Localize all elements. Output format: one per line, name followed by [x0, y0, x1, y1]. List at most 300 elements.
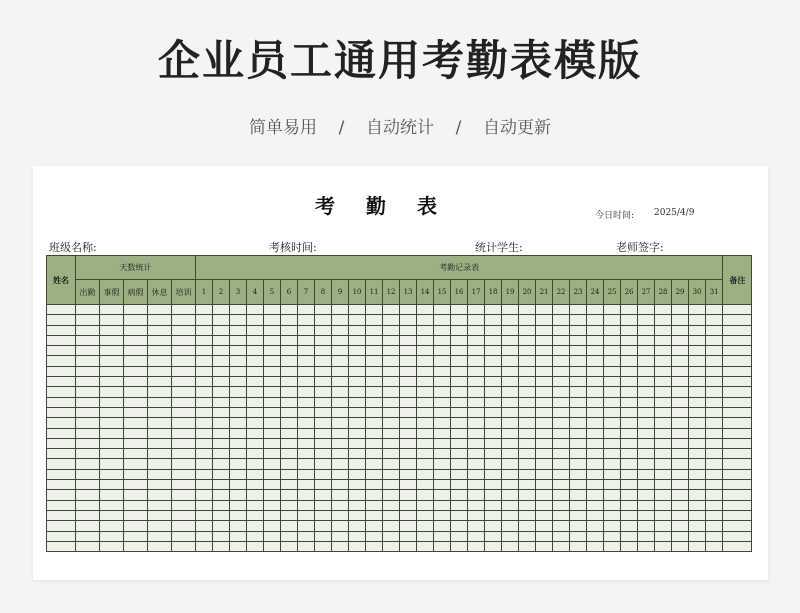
table-cell[interactable] [315, 335, 332, 345]
table-cell[interactable] [570, 541, 587, 551]
table-cell[interactable] [124, 335, 148, 345]
table-cell[interactable] [281, 510, 298, 520]
table-cell[interactable] [264, 541, 281, 551]
table-cell[interactable] [349, 335, 366, 345]
table-cell[interactable] [47, 469, 76, 479]
table-cell[interactable] [587, 325, 604, 335]
table-cell[interactable] [298, 418, 315, 428]
table-cell[interactable] [723, 356, 752, 366]
table-cell[interactable] [172, 418, 196, 428]
table-cell[interactable] [213, 366, 230, 376]
table-cell[interactable] [366, 315, 383, 325]
table-cell[interactable] [47, 480, 76, 490]
table-cell[interactable] [451, 397, 468, 407]
table-cell[interactable] [604, 531, 621, 541]
table-cell[interactable] [604, 418, 621, 428]
table-cell[interactable] [587, 490, 604, 500]
table-cell[interactable] [536, 500, 553, 510]
table-cell[interactable] [604, 490, 621, 500]
table-cell[interactable] [706, 377, 723, 387]
table-cell[interactable] [536, 449, 553, 459]
table-cell[interactable] [706, 346, 723, 356]
table-cell[interactable] [315, 490, 332, 500]
table-cell[interactable] [519, 418, 536, 428]
table-cell[interactable] [706, 366, 723, 376]
table-cell[interactable] [400, 500, 417, 510]
table-cell[interactable] [349, 500, 366, 510]
table-cell[interactable] [100, 500, 124, 510]
table-cell[interactable] [672, 315, 689, 325]
table-cell[interactable] [349, 407, 366, 417]
table-cell[interactable] [213, 490, 230, 500]
table-cell[interactable] [468, 428, 485, 438]
table-cell[interactable] [502, 459, 519, 469]
table-cell[interactable] [451, 356, 468, 366]
table-cell[interactable] [706, 418, 723, 428]
table-cell[interactable] [332, 469, 349, 479]
table-cell[interactable] [570, 335, 587, 345]
table-cell[interactable] [621, 490, 638, 500]
table-cell[interactable] [264, 335, 281, 345]
table-cell[interactable] [519, 428, 536, 438]
table-cell[interactable] [264, 449, 281, 459]
table-cell[interactable] [315, 387, 332, 397]
table-cell[interactable] [451, 500, 468, 510]
table-cell[interactable] [148, 418, 172, 428]
table-cell[interactable] [604, 366, 621, 376]
table-cell[interactable] [621, 438, 638, 448]
table-cell[interactable] [570, 449, 587, 459]
table-cell[interactable] [417, 366, 434, 376]
table-cell[interactable] [76, 459, 100, 469]
table-cell[interactable] [298, 531, 315, 541]
table-cell[interactable] [213, 469, 230, 479]
table-cell[interactable] [689, 366, 706, 376]
table-cell[interactable] [587, 541, 604, 551]
table-cell[interactable] [706, 490, 723, 500]
table-cell[interactable] [247, 325, 264, 335]
table-cell[interactable] [124, 500, 148, 510]
table-cell[interactable] [281, 377, 298, 387]
table-cell[interactable] [672, 418, 689, 428]
table-cell[interactable] [502, 397, 519, 407]
table-cell[interactable] [621, 335, 638, 345]
table-cell[interactable] [434, 315, 451, 325]
table-cell[interactable] [230, 428, 247, 438]
table-cell[interactable] [621, 366, 638, 376]
table-cell[interactable] [124, 315, 148, 325]
table-cell[interactable] [124, 397, 148, 407]
table-cell[interactable] [366, 428, 383, 438]
table-cell[interactable] [587, 480, 604, 490]
table-cell[interactable] [485, 346, 502, 356]
table-cell[interactable] [502, 490, 519, 500]
table-cell[interactable] [519, 335, 536, 345]
table-cell[interactable] [247, 531, 264, 541]
table-cell[interactable] [638, 377, 655, 387]
table-cell[interactable] [298, 397, 315, 407]
table-cell[interactable] [689, 377, 706, 387]
table-cell[interactable] [417, 449, 434, 459]
table-cell[interactable] [604, 387, 621, 397]
table-cell[interactable] [148, 377, 172, 387]
table-cell[interactable] [213, 377, 230, 387]
table-cell[interactable] [247, 346, 264, 356]
table-cell[interactable] [417, 531, 434, 541]
table-cell[interactable] [148, 346, 172, 356]
table-cell[interactable] [264, 346, 281, 356]
table-cell[interactable] [315, 428, 332, 438]
table-cell[interactable] [100, 397, 124, 407]
table-cell[interactable] [76, 356, 100, 366]
table-cell[interactable] [604, 510, 621, 520]
table-cell[interactable] [366, 490, 383, 500]
table-cell[interactable] [485, 325, 502, 335]
table-cell[interactable] [689, 397, 706, 407]
table-cell[interactable] [604, 500, 621, 510]
table-cell[interactable] [383, 480, 400, 490]
table-cell[interactable] [621, 346, 638, 356]
table-cell[interactable] [172, 521, 196, 531]
table-cell[interactable] [230, 356, 247, 366]
table-cell[interactable] [315, 397, 332, 407]
table-cell[interactable] [621, 469, 638, 479]
table-cell[interactable] [148, 335, 172, 345]
table-cell[interactable] [100, 335, 124, 345]
table-cell[interactable] [638, 335, 655, 345]
table-cell[interactable] [638, 305, 655, 315]
table-cell[interactable] [172, 428, 196, 438]
table-cell[interactable] [417, 438, 434, 448]
table-cell[interactable] [349, 449, 366, 459]
table-cell[interactable] [485, 356, 502, 366]
table-cell[interactable] [213, 397, 230, 407]
table-cell[interactable] [298, 490, 315, 500]
table-cell[interactable] [196, 377, 213, 387]
table-cell[interactable] [332, 428, 349, 438]
table-cell[interactable] [689, 541, 706, 551]
table-cell[interactable] [349, 438, 366, 448]
table-cell[interactable] [264, 531, 281, 541]
table-cell[interactable] [196, 531, 213, 541]
table-cell[interactable] [196, 366, 213, 376]
table-cell[interactable] [281, 305, 298, 315]
table-cell[interactable] [434, 480, 451, 490]
table-cell[interactable] [124, 428, 148, 438]
table-cell[interactable] [124, 356, 148, 366]
table-cell[interactable] [706, 521, 723, 531]
table-cell[interactable] [434, 325, 451, 335]
table-cell[interactable] [400, 480, 417, 490]
table-cell[interactable] [172, 531, 196, 541]
table-cell[interactable] [672, 541, 689, 551]
table-cell[interactable] [570, 325, 587, 335]
table-cell[interactable] [400, 305, 417, 315]
table-cell[interactable] [706, 541, 723, 551]
table-cell[interactable] [417, 521, 434, 531]
table-cell[interactable] [468, 315, 485, 325]
table-cell[interactable] [213, 346, 230, 356]
table-cell[interactable] [148, 315, 172, 325]
table-cell[interactable] [638, 510, 655, 520]
table-cell[interactable] [485, 366, 502, 376]
table-cell[interactable] [264, 490, 281, 500]
table-cell[interactable] [366, 531, 383, 541]
table-cell[interactable] [383, 387, 400, 397]
table-cell[interactable] [502, 521, 519, 531]
table-cell[interactable] [723, 469, 752, 479]
table-cell[interactable] [519, 325, 536, 335]
table-cell[interactable] [400, 541, 417, 551]
table-cell[interactable] [298, 428, 315, 438]
table-cell[interactable] [196, 305, 213, 315]
table-cell[interactable] [332, 521, 349, 531]
table-cell[interactable] [468, 397, 485, 407]
table-cell[interactable] [383, 500, 400, 510]
table-cell[interactable] [570, 387, 587, 397]
table-cell[interactable] [638, 315, 655, 325]
table-cell[interactable] [672, 407, 689, 417]
table-cell[interactable] [264, 407, 281, 417]
table-cell[interactable] [451, 366, 468, 376]
table-cell[interactable] [485, 449, 502, 459]
table-cell[interactable] [638, 438, 655, 448]
table-cell[interactable] [247, 418, 264, 428]
table-cell[interactable] [230, 480, 247, 490]
table-cell[interactable] [148, 428, 172, 438]
table-cell[interactable] [349, 521, 366, 531]
table-cell[interactable] [417, 469, 434, 479]
table-cell[interactable] [468, 325, 485, 335]
table-cell[interactable] [383, 438, 400, 448]
table-cell[interactable] [451, 521, 468, 531]
table-cell[interactable] [196, 541, 213, 551]
table-cell[interactable] [655, 500, 672, 510]
table-cell[interactable] [723, 315, 752, 325]
table-cell[interactable] [100, 418, 124, 428]
table-cell[interactable] [434, 449, 451, 459]
table-cell[interactable] [213, 480, 230, 490]
table-cell[interactable] [689, 356, 706, 366]
table-cell[interactable] [587, 377, 604, 387]
table-cell[interactable] [172, 366, 196, 376]
table-cell[interactable] [315, 438, 332, 448]
table-cell[interactable] [604, 407, 621, 417]
table-cell[interactable] [247, 407, 264, 417]
table-cell[interactable] [468, 335, 485, 345]
table-cell[interactable] [281, 469, 298, 479]
table-cell[interactable] [281, 459, 298, 469]
table-cell[interactable] [366, 346, 383, 356]
table-cell[interactable] [587, 500, 604, 510]
table-cell[interactable] [383, 418, 400, 428]
table-cell[interactable] [100, 366, 124, 376]
table-cell[interactable] [553, 315, 570, 325]
table-cell[interactable] [148, 490, 172, 500]
table-cell[interactable] [400, 335, 417, 345]
table-cell[interactable] [47, 490, 76, 500]
table-cell[interactable] [264, 428, 281, 438]
table-cell[interactable] [383, 325, 400, 335]
table-cell[interactable] [349, 490, 366, 500]
table-cell[interactable] [417, 459, 434, 469]
table-cell[interactable] [47, 407, 76, 417]
table-cell[interactable] [723, 521, 752, 531]
table-cell[interactable] [723, 480, 752, 490]
table-cell[interactable] [196, 438, 213, 448]
table-cell[interactable] [536, 397, 553, 407]
table-cell[interactable] [587, 521, 604, 531]
table-cell[interactable] [366, 541, 383, 551]
table-cell[interactable] [315, 480, 332, 490]
table-cell[interactable] [451, 325, 468, 335]
table-cell[interactable] [638, 356, 655, 366]
table-cell[interactable] [434, 407, 451, 417]
table-cell[interactable] [672, 428, 689, 438]
table-cell[interactable] [172, 480, 196, 490]
table-cell[interactable] [148, 305, 172, 315]
table-cell[interactable] [434, 387, 451, 397]
table-cell[interactable] [100, 480, 124, 490]
table-cell[interactable] [383, 541, 400, 551]
table-cell[interactable] [100, 531, 124, 541]
table-cell[interactable] [621, 397, 638, 407]
table-cell[interactable] [100, 428, 124, 438]
table-cell[interactable] [451, 428, 468, 438]
table-cell[interactable] [47, 335, 76, 345]
table-cell[interactable] [638, 418, 655, 428]
table-cell[interactable] [366, 356, 383, 366]
table-cell[interactable] [100, 510, 124, 520]
table-cell[interactable] [519, 480, 536, 490]
table-cell[interactable] [172, 407, 196, 417]
table-cell[interactable] [451, 480, 468, 490]
table-cell[interactable] [264, 418, 281, 428]
table-cell[interactable] [451, 490, 468, 500]
table-cell[interactable] [723, 366, 752, 376]
table-cell[interactable] [502, 335, 519, 345]
table-cell[interactable] [502, 531, 519, 541]
table-cell[interactable] [383, 459, 400, 469]
table-cell[interactable] [587, 428, 604, 438]
table-cell[interactable] [47, 315, 76, 325]
table-cell[interactable] [281, 407, 298, 417]
table-cell[interactable] [655, 428, 672, 438]
table-cell[interactable] [281, 315, 298, 325]
table-cell[interactable] [485, 407, 502, 417]
table-cell[interactable] [315, 305, 332, 315]
table-cell[interactable] [230, 346, 247, 356]
table-cell[interactable] [587, 407, 604, 417]
table-cell[interactable] [553, 335, 570, 345]
table-cell[interactable] [298, 346, 315, 356]
table-cell[interactable] [172, 541, 196, 551]
table-cell[interactable] [553, 510, 570, 520]
table-cell[interactable] [502, 428, 519, 438]
table-cell[interactable] [100, 541, 124, 551]
table-cell[interactable] [672, 510, 689, 520]
table-cell[interactable] [689, 531, 706, 541]
table-cell[interactable] [315, 469, 332, 479]
table-cell[interactable] [706, 407, 723, 417]
table-cell[interactable] [366, 366, 383, 376]
table-cell[interactable] [689, 521, 706, 531]
table-cell[interactable] [230, 397, 247, 407]
table-cell[interactable] [468, 541, 485, 551]
table-cell[interactable] [349, 346, 366, 356]
table-cell[interactable] [230, 500, 247, 510]
table-cell[interactable] [281, 480, 298, 490]
table-cell[interactable] [332, 418, 349, 428]
table-cell[interactable] [230, 449, 247, 459]
table-cell[interactable] [434, 305, 451, 315]
table-cell[interactable] [706, 469, 723, 479]
table-cell[interactable] [172, 490, 196, 500]
table-cell[interactable] [281, 346, 298, 356]
table-cell[interactable] [100, 325, 124, 335]
table-cell[interactable] [172, 335, 196, 345]
table-cell[interactable] [587, 305, 604, 315]
table-cell[interactable] [281, 490, 298, 500]
table-cell[interactable] [553, 438, 570, 448]
table-cell[interactable] [366, 397, 383, 407]
table-cell[interactable] [706, 315, 723, 325]
table-cell[interactable] [247, 459, 264, 469]
table-cell[interactable] [519, 366, 536, 376]
table-cell[interactable] [230, 335, 247, 345]
table-cell[interactable] [247, 510, 264, 520]
table-cell[interactable] [621, 510, 638, 520]
table-cell[interactable] [519, 315, 536, 325]
table-cell[interactable] [172, 500, 196, 510]
table-cell[interactable] [47, 418, 76, 428]
table-cell[interactable] [689, 428, 706, 438]
table-cell[interactable] [434, 469, 451, 479]
table-cell[interactable] [468, 500, 485, 510]
table-cell[interactable] [451, 531, 468, 541]
table-cell[interactable] [672, 397, 689, 407]
table-cell[interactable] [536, 418, 553, 428]
table-cell[interactable] [553, 366, 570, 376]
table-cell[interactable] [332, 377, 349, 387]
table-cell[interactable] [451, 438, 468, 448]
table-cell[interactable] [502, 346, 519, 356]
table-cell[interactable] [553, 531, 570, 541]
table-cell[interactable] [47, 521, 76, 531]
table-cell[interactable] [706, 480, 723, 490]
table-cell[interactable] [468, 510, 485, 520]
table-cell[interactable] [196, 397, 213, 407]
table-cell[interactable] [468, 418, 485, 428]
table-cell[interactable] [553, 449, 570, 459]
table-cell[interactable] [468, 490, 485, 500]
table-cell[interactable] [76, 315, 100, 325]
table-cell[interactable] [172, 346, 196, 356]
table-cell[interactable] [485, 315, 502, 325]
table-cell[interactable] [213, 531, 230, 541]
table-cell[interactable] [706, 387, 723, 397]
table-cell[interactable] [451, 459, 468, 469]
table-cell[interactable] [383, 397, 400, 407]
table-cell[interactable] [519, 346, 536, 356]
table-cell[interactable] [723, 531, 752, 541]
table-cell[interactable] [417, 397, 434, 407]
table-cell[interactable] [502, 510, 519, 520]
table-cell[interactable] [213, 428, 230, 438]
table-cell[interactable] [247, 356, 264, 366]
table-cell[interactable] [315, 407, 332, 417]
table-cell[interactable] [298, 449, 315, 459]
